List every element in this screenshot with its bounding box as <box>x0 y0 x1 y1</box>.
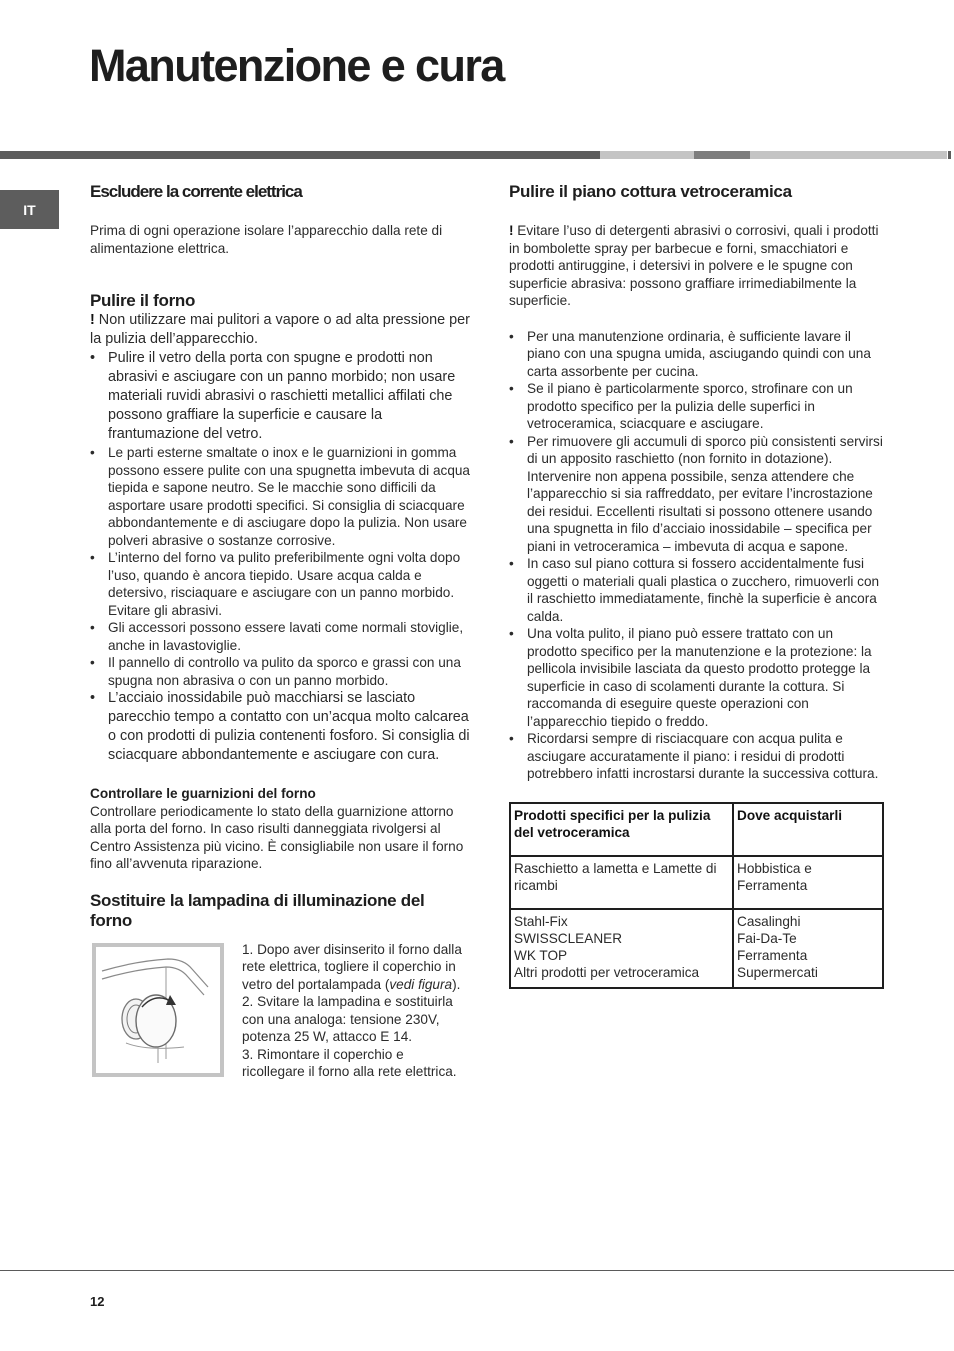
table-cell-line: Supermercati <box>737 964 818 980</box>
table-header-products: Prodotti specifici per la pulizia del vetroceramica <box>510 803 733 856</box>
section-heading-gaskets: Controllare le guarnizioni del forno <box>90 786 316 801</box>
section-heading-oven: Pulire il forno <box>90 291 196 310</box>
table-cell-line: Stahl-Fix <box>514 913 568 929</box>
table-header-where: Dove acquistarli <box>733 803 883 856</box>
hob-warning <box>509 222 884 310</box>
header-bar-light-2 <box>750 151 947 159</box>
table-cell <box>733 909 883 988</box>
list-item: • Il pannello di controllo va pulito da sporco e grassi con una spugna non abrasiva o con un panno morbido. <box>90 654 470 689</box>
section-heading-power: Escludere la corrente elettrica <box>90 182 302 201</box>
list-item: • Per rimuovere gli accumuli di sporco più consistenti servirsi di un apposito raschietto (non fornito in dotazione). Intervenire non appena possibile, senza attendere che l’apparecchio si sia raffreddato, per evitare l’incrostazione dei residui. Eccellenti risultati si possono ottenere usando una spugnetta in filo d’acciaio inossidabile – specifica per piani in vetroceramica – imbevuta di acqua e sapone. <box>509 433 884 556</box>
list-item: • L’interno del forno va pulito preferibilmente ogni volta dopo l’uso, quando è ancora tiepido. Usare acqua calda e detersivo, risciaquare e asciugare con un panno morbido. Evitare gli abrasivi. <box>90 549 470 619</box>
products-table <box>509 802 884 989</box>
list-item: • Pulire il vetro della porta con spugne e prodotti non abrasivi e asciugare con un panno morbido; non usare materiali ruvidi abrasivi o raschietti metallici affilati che possono graffiare la superficie e causare la frantumazione del vetro. <box>90 349 470 444</box>
list-item: • Se il piano è particolarmente sporco, strofinare con un prodotto specifico per la pulizia delle superfici in vetroceramica, sciacquare e asciugare. <box>509 380 884 433</box>
table-cell-line: Altri prodotti per vetroceramica <box>514 964 700 980</box>
section-heading-lamp: Sostituire la lampadina di illuminazione del forno <box>90 890 425 930</box>
table-row <box>510 856 883 909</box>
table-row <box>510 909 883 988</box>
oven-warning <box>90 311 470 349</box>
list-item: • In caso sul piano cottura si fossero accidentalmente fusi oggetti o materiali quali plastica o zucchero, rimuoverli con il raschietto immediatamente, finchè la superficie è ancora calda. <box>509 555 884 625</box>
oven-warning-text: Non utilizzare mai pulitori a vapore o ad alta pressione per la pulizia dell’apparecchio. <box>90 312 470 347</box>
table-header-row <box>510 803 883 856</box>
header-bar-end <box>948 151 951 159</box>
power-text: Prima di ogni operazione isolare l’apparecchio dalla rete di alimentazione elettrica. <box>90 223 443 256</box>
table-cell <box>510 909 733 988</box>
list-item: • Per una manutenzione ordinaria, è sufficiente lavare il piano con una spugna umida, asciugando quindi con una carta assorbente per cucina. <box>509 328 884 381</box>
header-bar-light-1 <box>600 151 694 159</box>
warning-mark: ! <box>509 223 514 238</box>
lamp-figure <box>92 943 224 1077</box>
header-bar-mid <box>694 151 750 159</box>
oven-list <box>90 349 470 765</box>
table-cell-line: SWISSCLEANER <box>514 930 623 946</box>
table-cell: Hobbistica e Ferramenta <box>733 856 883 909</box>
list-item: • Ricordarsi sempre di risciacquare con acqua pulita e asciugare accuratamente il piano: i residui di prodotti potrebbero infatti incrostarsi durante la successiva cottura. <box>509 730 884 783</box>
left-column <box>90 182 470 1081</box>
warning-mark: ! <box>90 312 95 328</box>
header-bar-dark <box>0 151 600 159</box>
gaskets-text: Controllare periodicamente lo stato della guarnizione attorno alla porta del forno. In caso risulti danneggiata rivolgersi al Centro Assistenza più vicino. È consigliabile non usare il forno fino all’avvenuta riparazione. <box>90 803 464 871</box>
lamp-step-2: 2. Svitare la lampadina e sostituirla con una analoga: tensione 230V, potenza 25 W, attacco E 14. <box>242 994 453 1044</box>
section-heading-hob: Pulire il piano cottura vetroceramica <box>509 182 792 201</box>
table-cell-line: Fai-Da-Te <box>737 930 797 946</box>
list-item: • Gli accessori possono essere lavati come normali stoviglie, anche in lavastoviglie. <box>90 619 470 654</box>
lamp-block <box>90 941 470 1081</box>
list-item: • Una volta pulito, il piano può essere trattato con un prodotto specifico per la manutenzione e la protezione: la pellicola invisibile lasciata da questo prodotto protegge la superficie in caso di scolamenti durante la cottura. Si raccomanda di eseguire queste operazioni con l’apparecchio tiepido o freddo. <box>509 625 884 730</box>
table-cell: Raschietto a lametta e Lamette di ricambi <box>510 856 733 909</box>
list-item: • L’acciaio inossidabile può macchiarsi se lasciato parecchio tempo a contatto con un’acqua molto calcarea o con prodotti di pulizia contenenti fosforo. Si consiglia di sciacquare abbondantemente e asciugare con cura. <box>90 689 470 765</box>
hob-warning-text: Evitare l’uso di detergenti abrasivi o corrosivi, quali i prodotti in bombolette spray per barbecue e forni, smacchiatori e prodotti antiruggine, i detersivi in polvere e le spugne con superficie abrasiva: possono graffiare irrimediabilmente la superficie. <box>509 223 879 308</box>
table-cell-line: Ferramenta <box>737 947 808 963</box>
hob-list <box>509 328 884 783</box>
page-title: Manutenzione e cura <box>89 40 504 91</box>
page-number: 12 <box>90 1294 105 1309</box>
language-tab: IT <box>0 190 59 229</box>
list-item: • Le parti esterne smaltate o inox e le guarnizioni in gomma possono essere pulite con una spugnetta imbevuta di acqua tiepida e sapone neutro. Se le macchie sono difficili da asportare usare prodotti specifici. Si consiglia di sciacquare abbondantemente e di asciugare dopo la pulizia. Non usare polveri abrasive o sostanze corrosive. <box>90 444 470 549</box>
oven-lamp-illustration-icon <box>96 947 220 1073</box>
lamp-step-1: 1. Dopo aver disinserito il forno dalla rete elettrica, togliere il coperchio in vetro del portalampada (vedi figura). <box>242 941 462 992</box>
right-column <box>509 182 884 989</box>
lamp-step-3: 3. Rimontare il coperchio e ricollegare il forno alla rete elettrica. <box>242 1046 457 1079</box>
table-cell-line: Casalinghi <box>737 913 801 929</box>
table-cell-line: WK TOP <box>514 947 568 963</box>
footer-divider <box>0 1270 954 1271</box>
